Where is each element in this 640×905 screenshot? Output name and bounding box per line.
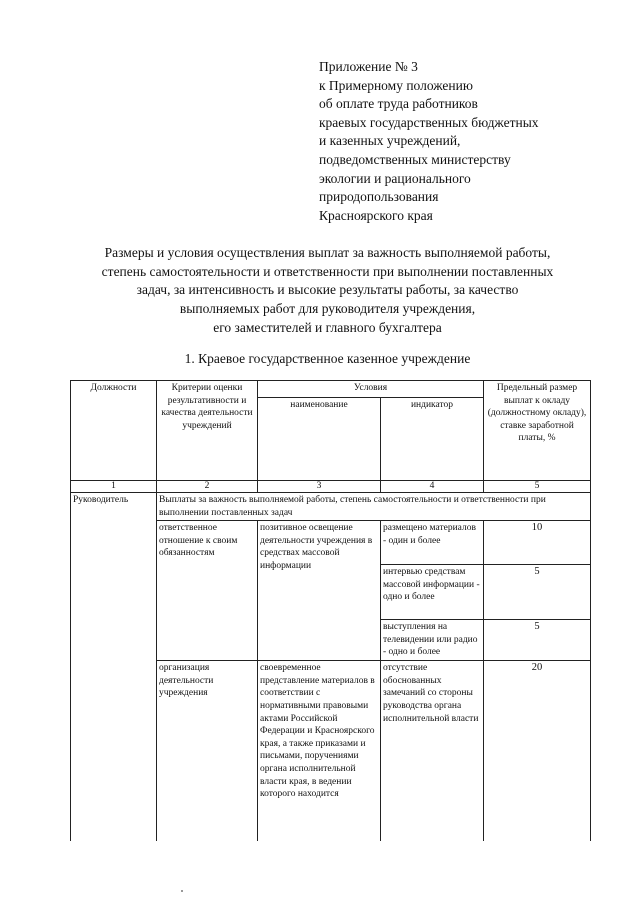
- title-line: его заместителей и главного бухгалтера: [213, 319, 442, 335]
- appendix-block: [319, 58, 619, 225]
- payments-table: [70, 380, 591, 841]
- header-criteria: Критерии оценки результативности и качества деятельности учреждений: [157, 381, 258, 481]
- appendix-line: и казенных учреждений,: [319, 133, 461, 149]
- header-position: Должности: [71, 381, 157, 481]
- indicator-cell: отсутствие обоснованных замечаний со стороны руководства органа исполнительной власти: [381, 661, 484, 841]
- appendix-line: природопользования: [319, 189, 439, 205]
- indicator-cell: размещено материалов - один и более: [381, 521, 484, 565]
- scan-mark: [181, 890, 183, 892]
- header-conditions: Условия: [258, 381, 484, 398]
- condition-name-cell: своевременное представление материалов в соответствии с нормативными правовыми актами Российской Федерации и Красноярского края, а также приказами и письмами, поручениями органа исполнительной власти края, в ведении которого находится: [258, 661, 381, 841]
- col-number: 3: [258, 481, 381, 493]
- header-max-size: Предельный размер выплат к окладу (должностному окладу), ставке заработной платы, %: [484, 381, 591, 481]
- appendix-line: Приложение № 3: [319, 59, 418, 74]
- group-header: Выплаты за важность выполняемой работы, степень самостоятельности и ответственности при выполнении поставленных задач: [157, 493, 591, 521]
- value-cell: 20: [484, 661, 591, 841]
- indicator-cell: интервью средствам массовой информации - одно и более: [381, 565, 484, 620]
- title-line: задач, за интенсивность и высокие результаты работы, за качество: [136, 282, 519, 298]
- appendix-line: краевых государственных бюджетных: [319, 114, 539, 130]
- appendix-line: к Примерному положению: [319, 77, 473, 93]
- col-number: 4: [381, 481, 484, 493]
- header-name: наименование: [258, 398, 381, 481]
- appendix-line: об оплате труда работников: [319, 96, 478, 112]
- indicator-cell: выступления на телевидении или радио - одно и более: [381, 620, 484, 661]
- title-line: Размеры и условия осуществления выплат за важность выполняемой работы,: [104, 245, 551, 260]
- appendix-line: экологии и рационального: [319, 170, 471, 186]
- section-title: 1. Краевое государственное казенное учреждение: [184, 351, 471, 366]
- appendix-line: Красноярского края: [319, 207, 433, 223]
- title-line: выполняемых работ для руководителя учреждения,: [179, 301, 476, 317]
- condition-name-cell: позитивное освещение деятельности учреждения в средствах массовой информации: [258, 521, 381, 661]
- header-indicator: индикатор: [381, 398, 484, 481]
- value-cell: 5: [484, 620, 591, 661]
- title-line: степень самостоятельности и ответственности при выполнении поставленных: [101, 263, 554, 279]
- document-title: [60, 244, 595, 338]
- col-number: 5: [484, 481, 591, 493]
- position-cell: Руководитель: [71, 493, 157, 841]
- criterion-cell: организация деятельности учреждения: [157, 661, 258, 841]
- value-cell: 10: [484, 521, 591, 565]
- value-cell: 5: [484, 565, 591, 620]
- appendix-line: подведомственных министерству: [319, 151, 511, 167]
- criterion-cell: ответственное отношение к своим обязанностям: [157, 521, 258, 661]
- col-number: 1: [71, 481, 157, 493]
- col-number: 2: [157, 481, 258, 493]
